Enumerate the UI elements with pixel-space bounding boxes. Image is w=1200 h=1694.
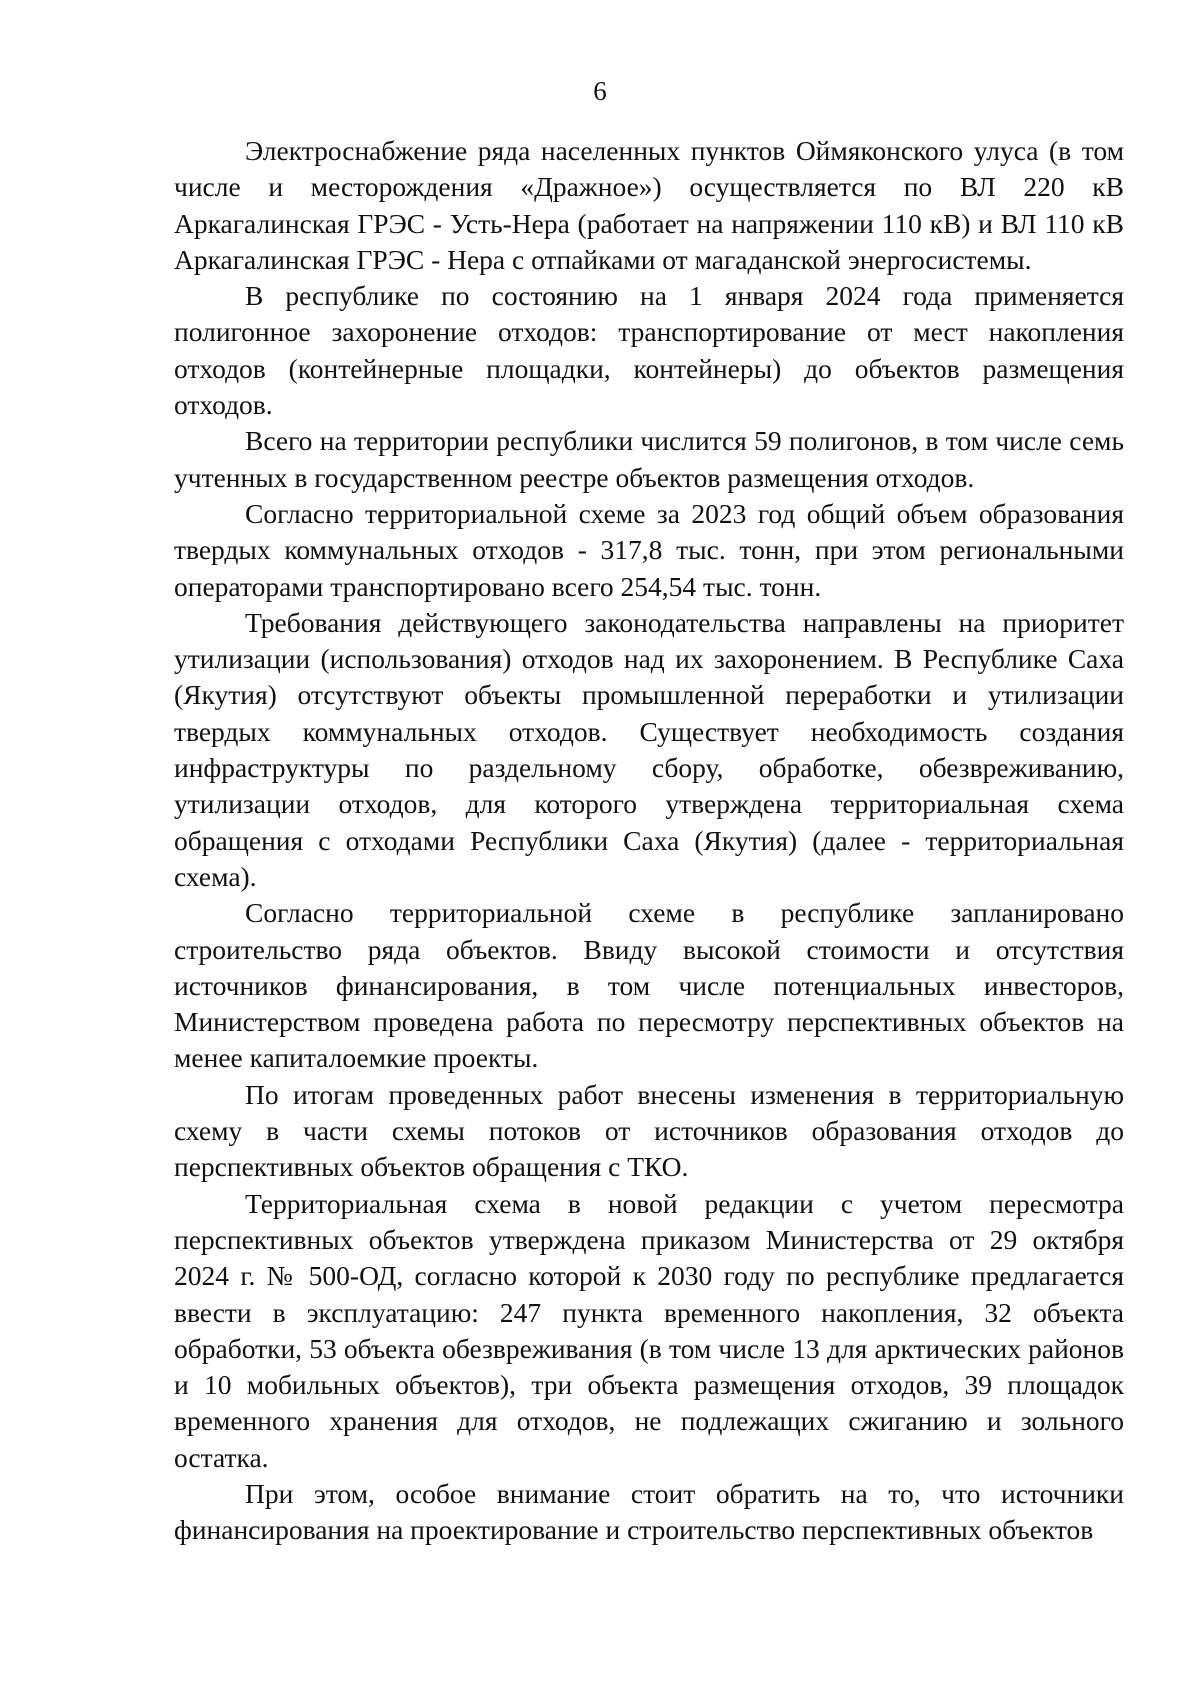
paragraph-financing-sources: При этом, особое внимание стоит обратить на то, что источники финансирования на проектирование и строительство перспективных объектов	[174, 1477, 1124, 1546]
page-number: 6	[593, 76, 607, 106]
paragraph-new-scheme: Территориальная схема в новой редакции с учетом пересмотра перспективных объектов утверждена приказом Министерства от 29 октября 2024 г. № 500-ОД, согласно которой к 2030 году по республике предлагается ввести в эксплуатацию: 247 пункта временного накопления, 32 объекта обработки, 53 объекта обезвреживания (в том числе 13 для арктических районов и 10 мобильных объектов), три объекта размещения отходов, 39 площадок временного хранения для отходов, не подлежащих сжиганию и зольного остатка.	[174, 1187, 1124, 1473]
paragraph-landfill-disposal: В республике по состоянию на 1 января 2024 года применяется полигонное захоронение отходов: транспортирование от мест накопления отходов (контейнерные площадки, контейнеры) до объектов размещения отходов.	[174, 280, 1124, 421]
document-body	[174, 133, 1124, 1549]
paragraph-landfill-count: Всего на территории республики числится 59 полигонов, в том числе семь учтенных в государственном реестре объектов размещения отходов.	[174, 425, 1124, 493]
paragraph-power-supply: Электроснабжение ряда населенных пунктов Оймяконского улуса (в том числе и месторождения «Дражное») осуществляется по ВЛ 220 кВ Аркагалинская ГРЭС - Усть-Нера (работает на напряжении 110 кВ) и ВЛ 110 кВ Аркагалинская ГРЭС - Нера с отпайками от магаданской энергосистемы.	[174, 135, 1124, 275]
paragraph-planned-construction: Согласно территориальной схеме в республике запланировано строительство ряда объектов. Ввиду высокой стоимости и отсутствия источников финансирования, в том числе потенциальных инвесторов, Министерством проведена работа по пересмотру перспективных объектов на менее капиталоемкие проекты.	[174, 897, 1124, 1074]
paragraph-waste-volume: Согласно территориальной схеме за 2023 год общий объем образования твердых коммунальных отходов - 317,8 тыс. тонн, при этом региональными операторами транспортировано всего 254,54 тыс. тонн.	[174, 497, 1124, 602]
paragraph-scheme-changes: По итогам проведенных работ внесены изменения в территориальную схему в части схемы потоков от источников образования отходов до перспективных объектов обращения с ТКО.	[174, 1078, 1124, 1183]
paragraph-legislation-requirements: Требования действующего законодательства направлены на приоритет утилизации (использования) отходов над их захоронением. В Республике Саха (Якутия) отсутствуют объекты промышленной переработки и утилизации твердых коммунальных отходов. Существует необходимость создания инфраструктуры по раздельному сбору, обработке, обезвреживанию, утилизации отходов, для которого утверждена территориальная схема обращения с отходами Республики Саха (Якутия) (далее - территориальная схема).	[174, 606, 1124, 892]
